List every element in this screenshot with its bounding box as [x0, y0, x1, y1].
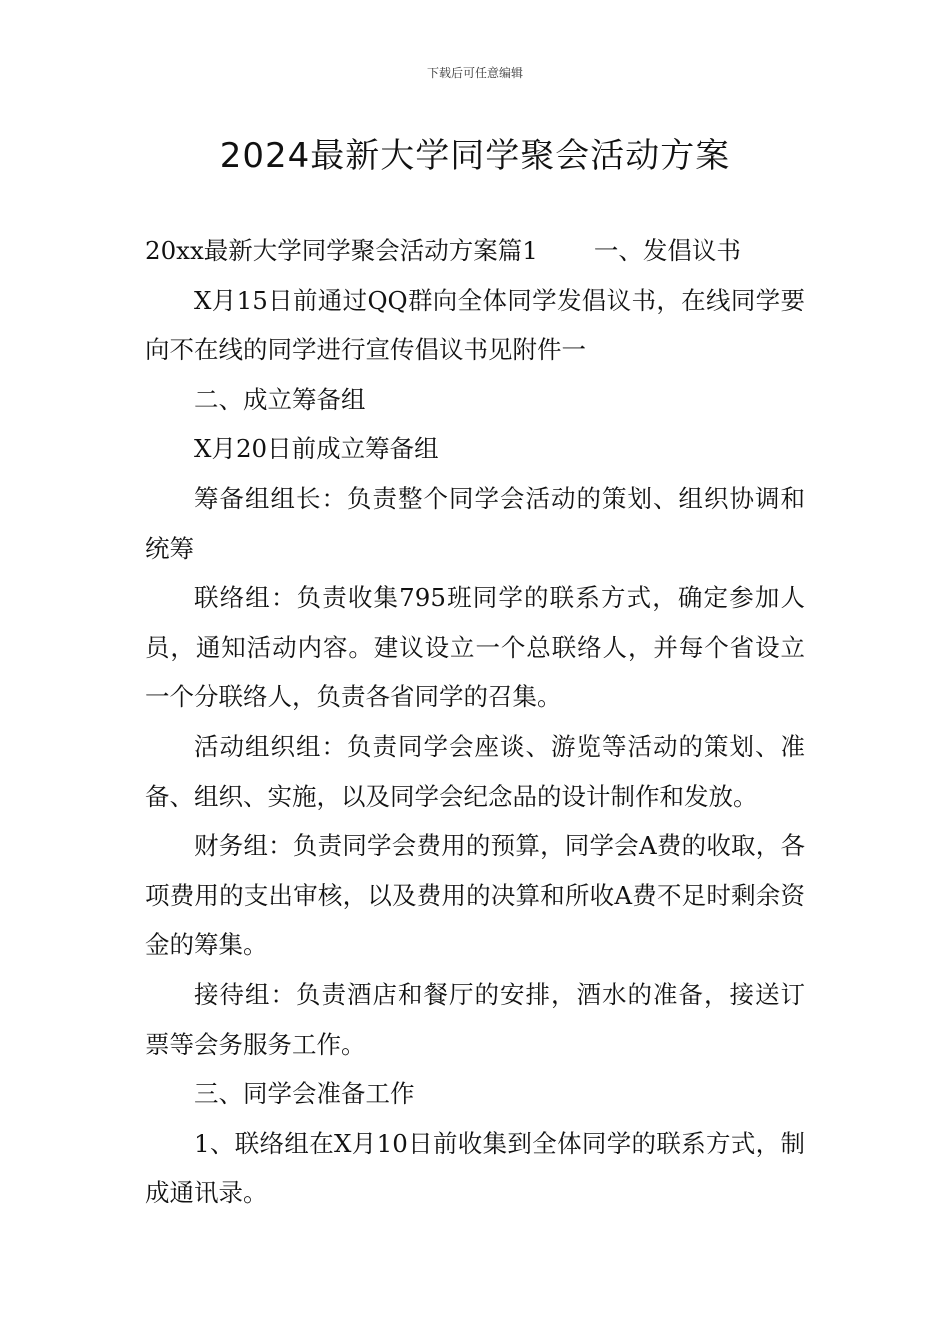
paragraph: X月15日前通过QQ群向全体同学发倡议书，在线同学要向不在线的同学进行宣传倡议书见附件一: [145, 285, 805, 365]
document-body: [145, 226, 805, 1218]
section-heading-2: 二、成立筹备组: [194, 384, 366, 414]
section-lead: 20xx最新大学同学聚会活动方案篇1: [145, 236, 538, 265]
paragraph: 接待组：负责酒店和餐厅的安排，酒水的准备，接送订票等会务服务工作。: [145, 979, 805, 1059]
section-heading-1: 一、发倡议书: [593, 236, 741, 265]
paragraph: 筹备组组长：负责整个同学会活动的策划、组织协调和统筹: [145, 483, 805, 563]
paragraph: X月20日前成立筹备组: [194, 434, 439, 464]
paragraph: 1、联络组在X月10日前收集到全体同学的联系方式，制成通讯录。: [145, 1128, 805, 1208]
document-title: 2024最新大学同学聚会活动方案: [219, 136, 731, 176]
page-header-note: 下载后可任意编辑: [426, 66, 523, 80]
section-heading-3: 三、同学会准备工作: [194, 1079, 415, 1109]
paragraph-intro: [145, 226, 805, 276]
paragraph: 联络组：负责收集795班同学的联系方式，确定参加人员，通知活动内容。建议设立一个总联络人，并每个省设立一个分联络人，负责各省同学的召集。: [145, 583, 805, 712]
paragraph: 活动组织组：负责同学会座谈、游览等活动的策划、准备、组织、实施，以及同学会纪念品的设计制作和发放。: [145, 731, 805, 811]
paragraph: 财务组：负责同学会费用的预算，同学会A费的收取，各项费用的支出审核，以及费用的决算和所收A费不足时剩余资金的筹集。: [145, 831, 805, 960]
